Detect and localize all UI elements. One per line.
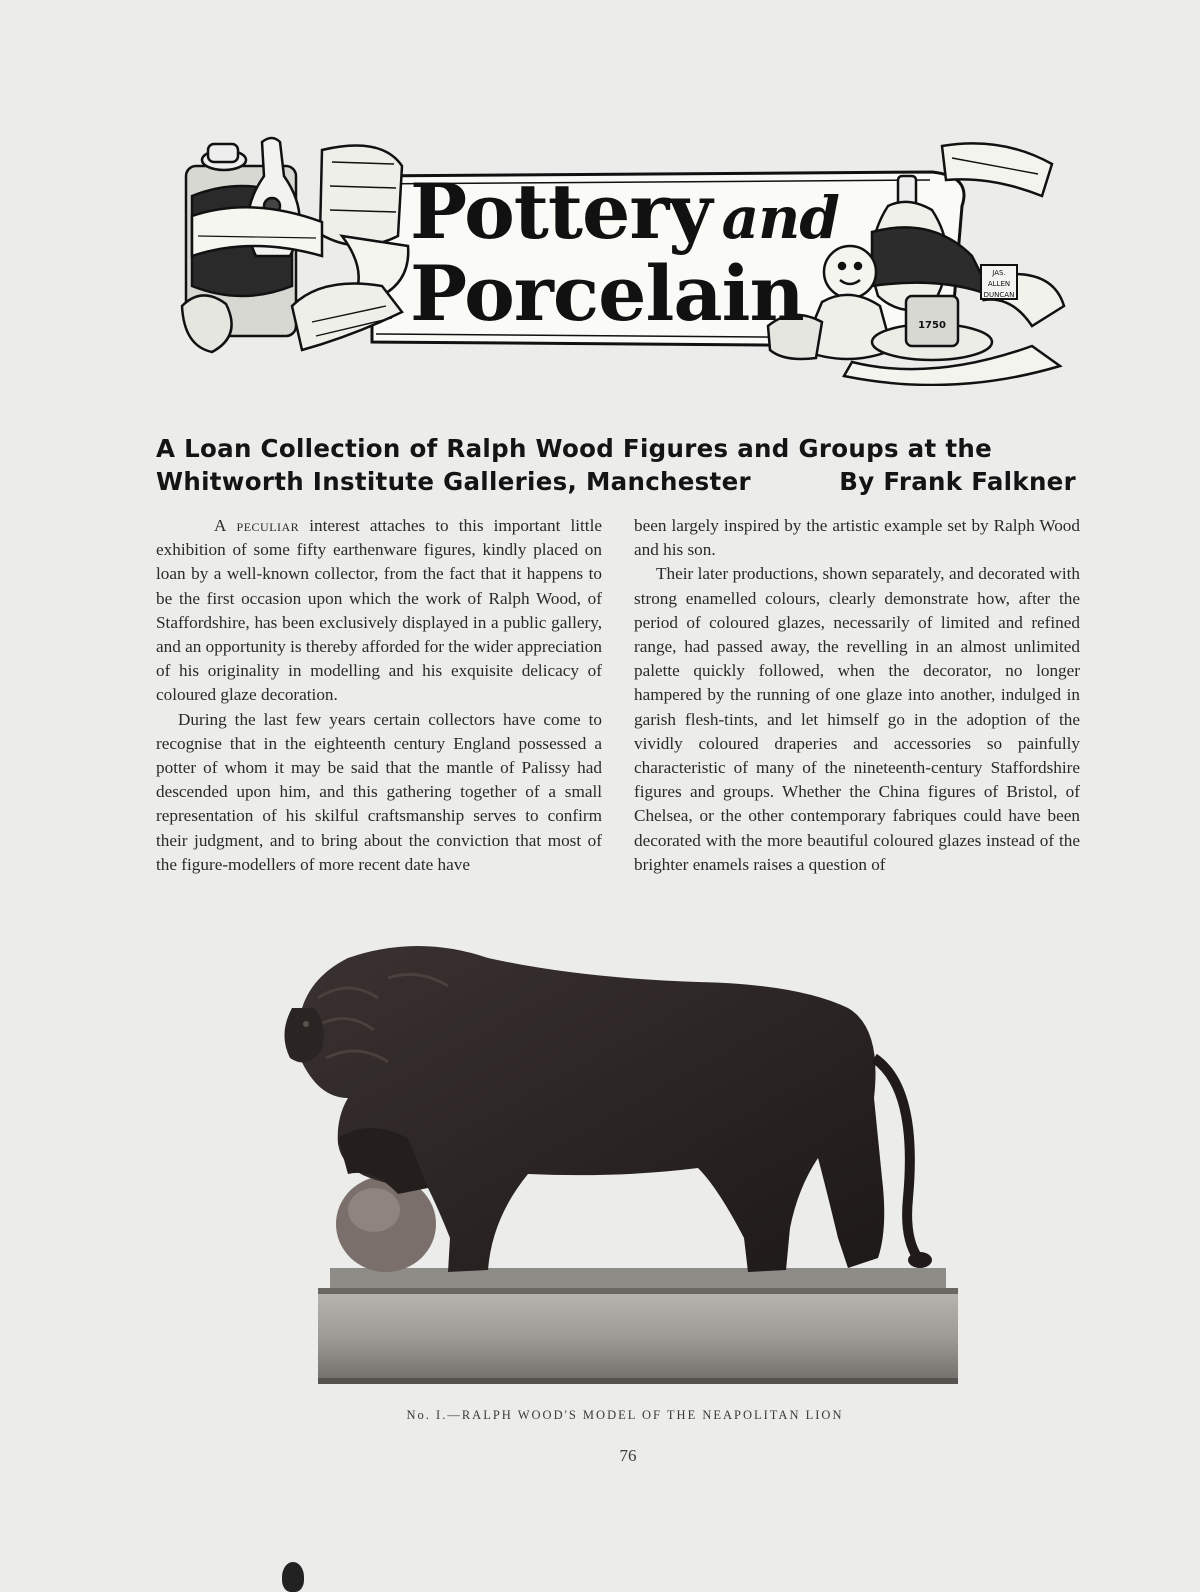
masthead-title-porcelain: Porcelain bbox=[410, 249, 804, 338]
paragraph-2: During the last few years certain collectors have come to recognise that in the eighteenth century England possessed a potter of whom it may be said that the mantle of Palissy had descended upon him, and this gathering together of a small representation of his skilful craftsmanship serves to confirm their judgment, and to bring about the conviction that most of the figure-modellers of more recent date have bbox=[156, 709, 602, 874]
headline-line-2: Whitworth Institute Galleries, Manchester bbox=[156, 467, 751, 496]
figure-caption: No. I.—RALPH WOOD'S MODEL OF THE NEAPOLITAN LION bbox=[406, 1408, 844, 1422]
lion-figure-illustration bbox=[278, 938, 958, 1390]
headline-line-1: A Loan Collection of Ralph Wood Figures and Groups at the bbox=[156, 434, 993, 463]
paragraph-3: been largely inspired by the artistic example set by Ralph Wood and his son. bbox=[634, 516, 1080, 560]
masthead-title-and: and bbox=[721, 184, 839, 252]
masthead-title bbox=[410, 167, 890, 338]
article-column-right bbox=[634, 514, 1080, 877]
masthead-title-pottery: Pottery bbox=[410, 167, 712, 256]
left-pottery-cluster-icon bbox=[182, 138, 408, 352]
article-headline bbox=[156, 432, 1076, 498]
paragraph-4: Their later productions, shown separately, and decorated with strong enamelled colours, clearly demonstrate how, after the period of coloured glazes, necessarily of limited and refined range, had passed away, the revelling in an almost unlimited palette quickly followed, when the decorator, no longer hampered by the running of one glaze into another, indulged in garish flesh-tints, and let himself go in the adoption of the vividly coloured draperies and accessories so painfully characteristic of many of the nineteenth-century Staffordshire figures and groups. Whether the China figures of Bristol, of Chelsea, or the other contemporary fabriques could have been decorated with the more beautiful coloured glazes instead of the brighter enamels raises a question of bbox=[634, 564, 1080, 874]
paragraph-1 bbox=[156, 514, 602, 708]
byline: By Frank Falkner bbox=[839, 467, 1076, 496]
article-column-left bbox=[156, 514, 602, 877]
page-number: 76 bbox=[619, 1446, 637, 1465]
pottery-and-porcelain-masthead bbox=[172, 136, 1068, 386]
maker-mark-label: JAS. ALLEN DUNCAN bbox=[980, 264, 1018, 300]
paragraph-1-lead: A peculiar bbox=[214, 516, 300, 535]
neapolitan-lion-photograph bbox=[278, 938, 958, 1390]
jar-label: 1750 bbox=[918, 320, 946, 331]
paragraph-1-text: interest attaches to this important little exhibition of some fifty earthenware figures, kindly placed on loan by a well-known collector, from the fact that it happens to be the first occasion upon which the work of Ralph Wood, of Staffordshire, has been exclusively displayed in a public gallery, and an opportunity is thereby afforded for the wider appreciation of his originality in modelling and his exquisite delicacy of coloured glaze decoration. bbox=[156, 516, 602, 705]
